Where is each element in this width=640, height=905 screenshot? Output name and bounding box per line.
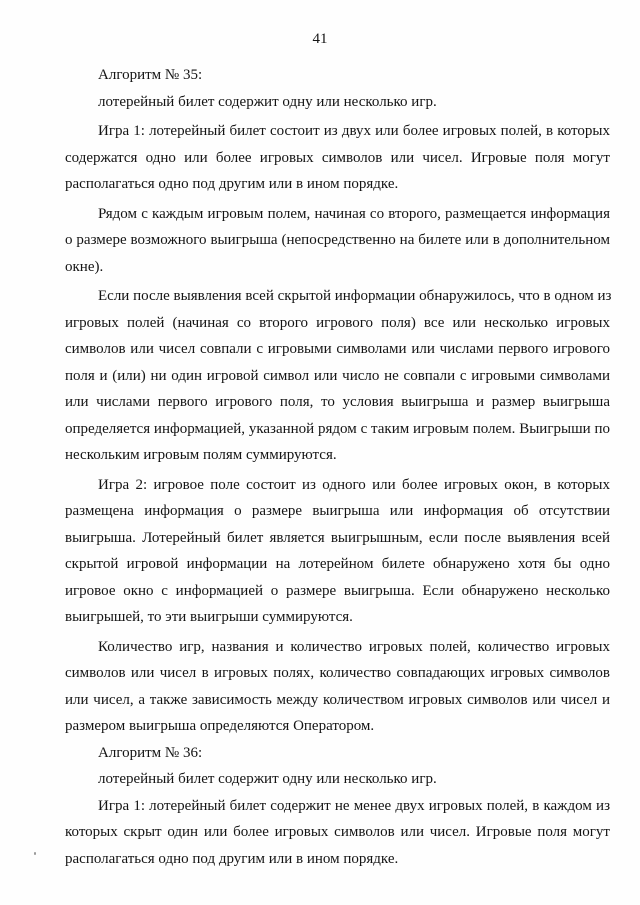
text-line: выигрышей, то эти выигрыши суммируются.	[65, 609, 353, 625]
text-line: Если после выявления всей скрытой информации обнаружилось, что в одном из	[98, 288, 612, 304]
text-line: располагаться одно под другим или в ином порядке.	[65, 850, 399, 867]
text-line: Игра 1: лотерейный билет состоит из двух или более игровых полей, в которых	[98, 123, 610, 139]
text-line: размещена информация о размере выигрыша или информация об отсутствии	[65, 503, 610, 519]
text-line: поля и (или) ни один игровой символ или число не совпали с игровыми символами	[65, 367, 610, 384]
text-line: о размере возможного выигрыша (непосредственно на билете или в дополнительном	[65, 232, 610, 248]
text-line: Рядом с каждым игровым полем, начиная со второго, размещается информация	[98, 205, 610, 222]
text-line: Игра 2: игровое поле состоит из одного или более игровых окон, в которых	[98, 476, 610, 493]
text-line: игровых полей (начиная со второго игрового поля) все или несколько игровых	[65, 314, 610, 331]
text-line: или числами первого игрового поля, то условия выигрыша и размер выигрыша	[65, 394, 610, 410]
scan-speck	[34, 852, 36, 855]
text-line: символов или чисел в игровых полях, количество совпадающих игровых символов	[65, 665, 610, 681]
text-line: Игра 1: лотерейный билет содержит не менее двух игровых полей, в каждом из	[98, 797, 610, 814]
text-line: символов или чисел совпали с игровыми символами или числами первого игрового	[65, 341, 610, 357]
text-line: располагаться одно под другим или в ином порядке.	[65, 176, 399, 192]
text-line: скрытой игровой информации на лотерейном билете обнаружено хотя бы одно	[65, 556, 610, 572]
text-line: игровое окно с информацией о размере выигрыша. Если обнаружено несколько	[65, 582, 610, 599]
algorithm-36-intro: лотерейный билет содержит одну или несколько игр.	[98, 771, 437, 787]
text-line: которых скрыт один или более игровых символов или чисел. Игровые поля могут	[65, 824, 610, 840]
algorithm-35-intro: лотерейный билет содержит одну или несколько игр.	[98, 93, 437, 110]
text-line: окне).	[65, 258, 104, 275]
text-line: выигрыша. Лотерейный билет является выигрышным, если после выявления всей	[65, 529, 610, 546]
page-number: 41	[312, 31, 328, 47]
text-line: или чисел, а также зависимость между количеством игровых символов или чисел и	[65, 691, 610, 708]
text-line: содержатся одно или более игровых символов или чисел. Игровые поля могут	[65, 149, 610, 166]
algorithm-36-heading: Алгоритм № 36:	[98, 744, 203, 761]
text-line: нескольким игровым полям суммируются.	[65, 447, 337, 463]
text-line: Количество игр, названия и количество игровых полей, количество игровых	[98, 638, 610, 655]
text-line: размером выигрыша определяются Оператором.	[65, 718, 375, 734]
text-line: определяется информацией, указанной рядом с таким игровым полем. Выигрыши по	[65, 420, 610, 437]
body-text	[65, 62, 610, 872]
algorithm-35-heading: Алгоритм № 35:	[98, 67, 203, 83]
